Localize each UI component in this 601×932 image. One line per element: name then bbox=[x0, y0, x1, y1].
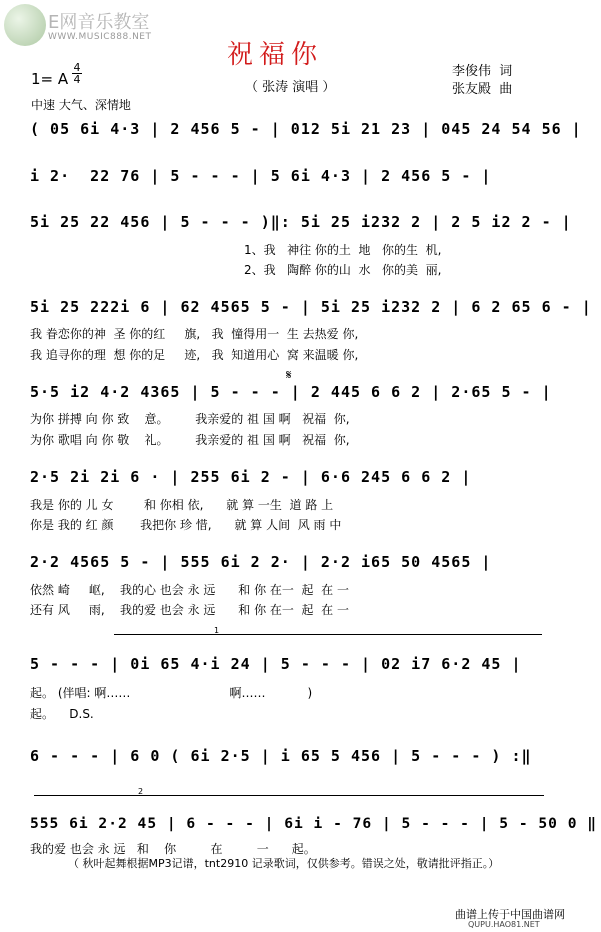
logo-url: WWW.MUSIC888.NET bbox=[48, 32, 152, 42]
upload-url: QUPU.HAO81.NET bbox=[468, 920, 540, 929]
composer-credit: 张友殿 曲 bbox=[452, 82, 513, 97]
volta-1-bracket bbox=[114, 634, 542, 635]
lyric-line-6a: 我是 你的 儿 女 和 你相 依, 就 算 一生 道 路 上 bbox=[30, 498, 334, 512]
logo-brand: E网音乐教室 bbox=[48, 12, 150, 33]
lyric-line-5b: 为你 歌唱 向 你 敬 礼。 我亲爱的 祖 国 啊 祝福 你, bbox=[30, 433, 350, 447]
singer-credit: （ 张涛 演唱 ） bbox=[245, 80, 336, 95]
volta-1-label: 1 bbox=[214, 626, 220, 635]
notation-line-3: 5i 25 22 456 | 5 - - - )‖: 5i 25 i232 2 | 2 5 i2 2 - | bbox=[30, 213, 572, 231]
lyric-line-4b: 我 追寻你的理 想 你的足 迹, 我 知道用心 窝 来温暖 你, bbox=[30, 348, 359, 362]
lyric-line-3b: 2、我 陶醉 你的山 水 你的美 丽, bbox=[244, 263, 442, 277]
tempo-marking: 中速 大气、深情地 bbox=[31, 98, 131, 112]
site-logo bbox=[4, 4, 174, 62]
transcription-note: （ 秋叶起舞根据MP3记谱，tnt2910 记录歌词，仅供参考。错误之处，敬请批评指正。） bbox=[68, 857, 500, 870]
lyric-line-5a: 为你 拼搏 向 你 致 意。 我亲爱的 祖 国 啊 祝福 你, bbox=[30, 412, 350, 426]
notation-line-6: 2·5 2i 2i 6 · | 255 6i 2 - | 6·6 245 6 6 2 | bbox=[30, 468, 472, 486]
lyricist-credit: 李俊伟 词 bbox=[452, 64, 513, 79]
lyric-line-7a: 依然 崎 岖, 我的心 也会 永 远 和 你 在一 起 在 一 bbox=[30, 583, 349, 597]
lyric-line-6b: 你是 我的 红 颜 我把你 珍 惜, 就 算 人间 风 雨 中 bbox=[30, 518, 342, 532]
notation-line-1: ( 05 6i 4·3 | 2 456 5 - | 012 5i 21 23 | 045 24 54 56 | bbox=[30, 120, 582, 138]
volta-2-bracket bbox=[34, 795, 544, 796]
lyric-line-10a: 我的爱 也会 永 远 和 你 在 一 起。 bbox=[30, 842, 316, 856]
notation-line-8: 5 - - - | 0i 65 4·i 24 | 5 - - - | 02 i7 6·2 45 | bbox=[30, 655, 522, 673]
notation-line-9: 6 - - - | 6 0 ( 6i 2·5 | i 65 5 456 | 5 - - - ) :‖ bbox=[30, 747, 532, 765]
volta-2-label: 2 bbox=[138, 787, 144, 796]
lyric-line-3a: 1、我 神往 你的土 地 你的生 机, bbox=[244, 243, 442, 257]
song-title: 祝福你 bbox=[227, 40, 324, 70]
logo-icon bbox=[4, 4, 46, 46]
upload-credit: 曲谱上传于中国曲谱网 bbox=[455, 908, 565, 921]
segno-sign: 𝄋 bbox=[286, 368, 292, 383]
lyric-line-8b: 起。 D.S. bbox=[30, 707, 94, 721]
notation-line-4: 5i 25 222i 6 | 62 4565 5 - | 5i 25 i232 2 | 6 2 65 6 - | bbox=[30, 298, 592, 316]
lyric-line-4a: 我 眷恋你的神 圣 你的红 旗, 我 憧得用一 生 去热爱 你, bbox=[30, 327, 359, 341]
time-signature: $\frac{4}{4}$ bbox=[73, 61, 81, 86]
notation-line-5: 5·5 i2 4·2 4365 | 5 - - - | 2 445 6 6 2 | 2·65 5 - | bbox=[30, 383, 552, 401]
notation-line-10: 555 6i 2·2 45 | 6 - - - | 6i i - 76 | 5 - - - | 5 - 50 0 ‖ bbox=[30, 815, 598, 832]
notation-line-7: 2·2 4565 5 - | 555 6i 2 2· | 2·2 i65 50 4565 | bbox=[30, 553, 492, 571]
lyric-line-7b: 还有 风 雨, 我的爱 也会 永 远 和 你 在一 起 在 一 bbox=[30, 603, 349, 617]
key-signature: 1= A bbox=[31, 70, 69, 88]
lyric-line-8a: 起。 (伴唱: 啊…… 啊…… ) bbox=[30, 686, 313, 700]
notation-line-2: i 2· 22 76 | 5 - - - | 5 6i 4·3 | 2 456 5 - | bbox=[30, 167, 492, 185]
